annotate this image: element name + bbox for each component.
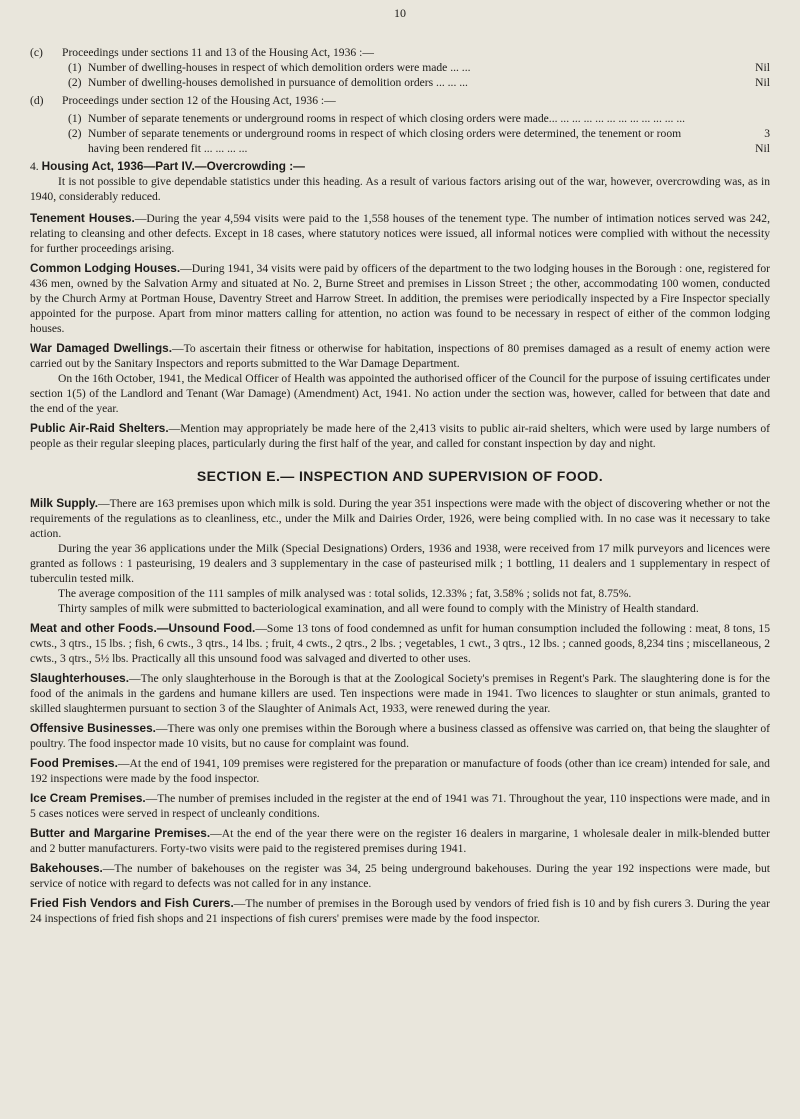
slaughterhouses-text: —The only slaughterhouse in the Borough is that at the Zoological Society's premises in Regent's Park. The slaughtering done is for the food of the animals in the gardens and humane killers are used. Ten inspections were made in 1941. Two licences to slaughter or stun animals, granted to skilled slaughtermen pursuant to section 3 of the Slaughter of Animals Act, 1933, were renewed during the year. — [30, 672, 770, 715]
housing-d-item-2-text: Number of separate tenements or underground rooms in respect of which closing orders were determined, the tenement or room having been rendered fit ... ... ... ... — [88, 127, 682, 155]
housing-c-item-1 — [30, 60, 770, 75]
ice-cream-text: —The number of premises included in the register at the end of 1941 was 71. Throughout the year, 110 inspections were made, and in 5 cases notices were served in respect of uncleanly conditions. — [30, 792, 770, 820]
fried-fish-heading: Fried Fish Vendors and Fish Curers. — [30, 896, 234, 910]
fried-fish-text: —The number of premises in the Borough used by vendors of fried fish is 10 and by fish curers 3. During the year 24 inspections of fried fish shops and 21 inspections of fish curers' premises were made by the food inspector. — [30, 897, 770, 925]
offensive-businesses-heading: Offensive Businesses. — [30, 721, 156, 735]
milk-supply-paragraph — [30, 496, 770, 541]
housing-d-item-1 — [30, 111, 770, 140]
overcrowding-heading-text: Housing Act, 1936—Part IV.—Overcrowding :— — [41, 159, 305, 173]
overcrowding-heading — [30, 159, 770, 174]
offensive-businesses-paragraph — [30, 721, 770, 751]
housing-d-item-1-value: 3 — [764, 127, 770, 140]
unsound-food-text: —Some 13 tons of food condemned as unfit for human consumption included the following : meat, 8 tons, 15 cwts., 3 qtrs., 15 lbs. ; fish, 6 cwts., 3 qtrs., 14 lbs. ; fruit, 4 cwts., 2 qtrs., 2 lbs. ; vegetables, 1 cwt., 3 qtrs., 12 lbs. ; canned goods, 8,234 tins ; miscellaneous, 2 cwts., 3 qtrs., 5½ lbs. Practically all this unsound food was salvaged and diverted to other uses. — [30, 622, 771, 665]
housing-d-item-1-text: Number of separate tenements or underground rooms in respect of which closing orders were made... ... ... ... ... ... ... ... ... ... ... ... — [88, 112, 686, 125]
tenement-houses-paragraph — [30, 211, 770, 256]
butter-margarine-paragraph — [30, 826, 770, 856]
war-damaged-paragraph — [30, 341, 770, 371]
housing-c-label: (c) — [30, 46, 43, 59]
unsound-food-heading: Meat and other Foods.—Unsound Food. — [30, 621, 256, 635]
air-raid-text: —Mention may appropriately be made here of the 2,413 visits to public air-raid shelters, which were used by large numbers of people as their regular sleeping places, particularly during the first half of the year, and called for constant inspection by day and night. — [30, 422, 770, 450]
housing-c-item-2-text: Number of dwelling-houses demolished in pursuance of demolition orders ... ... ... — [88, 76, 468, 89]
housing-c-item-1-value: Nil — [755, 61, 770, 74]
war-damaged-text: —To ascertain their fitness or otherwise for habitation, inspections of 80 premises damaged as a result of enemy action were carried out by the Sanitary Inspectors and reports submitted to the War Damage Department. — [30, 342, 770, 370]
war-damaged-extra: On the 16th October, 1941, the Medical Officer of Health was appointed the authorised officer of the Council for the purpose of issuing certificates under section 1(5) of the Landlord and Tenant (War Damage) (Amendment) Act, 1941. No action under the section was, however, called for between that date and the end of the year. — [30, 372, 770, 415]
milk-supply-text: —There are 163 premises upon which milk is sold. During the year 351 inspections were made with the object of discovering whether or not the requirements of the regulations as to cleanliness, etc., under the Milk and Dairies Order, 1926, were being complied with. In no case was it necessary to take action. — [30, 497, 771, 540]
bakehouses-heading: Bakehouses. — [30, 861, 103, 875]
housing-d-heading-text: Proceedings under section 12 of the Housing Act, 1936 :— — [62, 94, 336, 107]
housing-c-item-1-num: (1) — [68, 61, 82, 74]
housing-c-heading — [30, 45, 770, 60]
overcrowding-text: It is not possible to give dependable statistics under this heading. As a result of various factors arising out of the war, however, overcrowding was, as in 1940, considerably reduced. — [30, 175, 770, 203]
lodging-houses-paragraph — [30, 261, 770, 336]
fried-fish-paragraph — [30, 896, 770, 926]
housing-d-item-2-num: (2) — [68, 127, 82, 140]
food-premises-paragraph — [30, 756, 770, 786]
bakehouses-paragraph — [30, 861, 770, 891]
war-damaged-heading: War Damaged Dwellings. — [30, 341, 173, 355]
housing-d-item-2-value: Nil — [755, 142, 770, 155]
housing-d-item-2 — [30, 126, 770, 156]
milk-supply-p2: During the year 36 applications under the Milk (Special Designations) Orders, 1936 and 1938, were received from 17 milk purveyors and licences were granted as follows : 1 pasteurising, 19 dealers and 3 supplementary in the case of pasteurised milk ; 1 bottling, 11 dealers and 1 supplementary in respect of tuberculin tested milk. — [30, 542, 770, 585]
milk-supply-p4: Thirty samples of milk were submitted to bacteriological examination, and all were found to comply with the Ministry of Health standard. — [58, 602, 699, 615]
housing-c-item-1-text: Number of dwelling-houses in respect of which demolition orders were made ... ... — [88, 61, 471, 74]
housing-c-item-2-value: Nil — [755, 76, 770, 89]
food-premises-text: —At the end of 1941, 109 premises were registered for the preparation or manufacture of foods (other than ice cream) intended for sale, and 192 inspections were made by the food inspector. — [30, 757, 770, 785]
tenement-houses-text: —During the year 4,594 visits were paid to the 1,558 houses of the tenement type. The number of intimation notices served was 242, relating to cleansing and other defects. Except in 18 cases, where statutory notices were issued, all informal notices were complied with without the necessity for further proceedings arising. — [30, 212, 770, 255]
food-premises-heading: Food Premises. — [30, 756, 118, 770]
housing-c-heading-text: Proceedings under sections 11 and 13 of the Housing Act, 1936 :— — [62, 46, 374, 59]
butter-margarine-heading: Butter and Margarine Premises. — [30, 826, 211, 840]
section-title: SECTION E.— INSPECTION AND SUPERVISION OF FOOD. — [196, 468, 604, 484]
lodging-houses-text: —During 1941, 34 visits were paid by officers of the department to the two lodging houses in the Borough : one, registered for 436 men, owned by the Salvation Army and situated at No. 2, Burne Street and premises in Lisson Street ; the other, accommodating 100 women, conducted by the Church Army at Portman House, Daventry Street and Harrow Street. In addition, the premises were periodically inspected by a Fire Inspector specially appointed for the purpose. Apart from minor matters calling for attention, no action was found to be necessary in respect of either of the common lodging houses. — [30, 262, 770, 335]
unsound-food-paragraph — [30, 621, 770, 666]
ice-cream-paragraph — [30, 791, 770, 821]
bakehouses-text: —The number of bakehouses on the register was 34, 25 being underground bakehouses. During the year 192 inspections were made, but service of notice with regard to defects was not called for in any instance. — [30, 862, 770, 890]
air-raid-paragraph — [30, 421, 770, 451]
slaughterhouses-heading: Slaughterhouses. — [30, 671, 129, 685]
overcrowding-label: 4. — [30, 160, 39, 173]
milk-supply-p3: The average composition of the 111 samples of milk analysed was : total solids, 12.33% ; fat, 3.58% ; solids not fat, 8.75%. — [58, 587, 632, 600]
lodging-houses-heading: Common Lodging Houses. — [30, 261, 181, 275]
air-raid-heading: Public Air-Raid Shelters. — [30, 421, 169, 435]
housing-c-item-2 — [30, 75, 770, 90]
housing-d-item-1-num: (1) — [68, 112, 82, 125]
page-number: 10 — [394, 6, 406, 20]
housing-c-item-2-num: (2) — [68, 76, 82, 89]
housing-d-heading — [30, 93, 770, 108]
butter-margarine-text: —At the end of the year there were on the register 16 dealers in margarine, 1 wholesale dealer in milk-blended butter and 2 butter manufacturers. Forty-two visits were paid to the registered premises during 1941. — [30, 827, 770, 855]
ice-cream-heading: Ice Cream Premises. — [30, 791, 146, 805]
housing-d-label: (d) — [30, 94, 44, 107]
tenement-houses-heading: Tenement Houses. — [30, 211, 135, 225]
offensive-businesses-text: —There was only one premises within the Borough where a business classed as offensive was carried on, that being the slaughter of poultry. The food inspector made 10 visits, but no cause for complaint was found. — [30, 722, 770, 750]
milk-supply-heading: Milk Supply. — [30, 496, 99, 510]
slaughterhouses-paragraph — [30, 671, 770, 716]
